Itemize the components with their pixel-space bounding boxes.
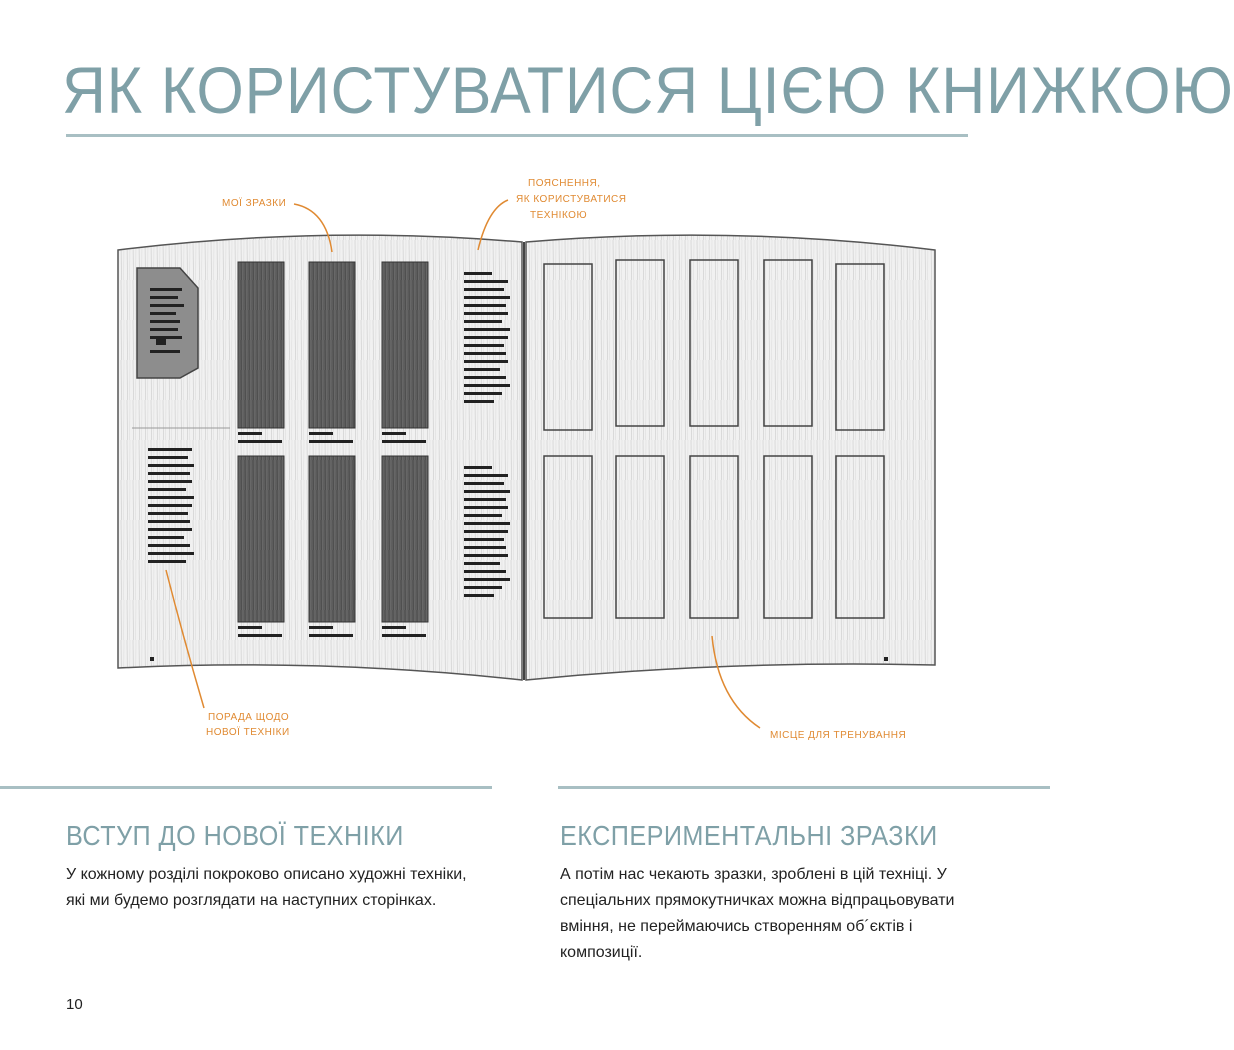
callout-explanation-1: ПОЯСНЕННЯ, (528, 178, 601, 189)
right-column-heading: ЕКСПЕРИМЕНТАЛЬНІ ЗРАЗКИ (560, 820, 938, 851)
page-title: ЯК КОРИСТУВАТИСЯ ЦІЄЮ КНИЖКОЮ (62, 53, 1234, 127)
left-section-rule (0, 786, 492, 789)
callout-practice: МІСЦЕ ДЛЯ ТРЕНУВАННЯ (770, 730, 907, 741)
right-section-rule (558, 786, 1050, 789)
callout-tip-2: НОВОЇ ТЕХНІКИ (206, 727, 290, 738)
callout-tip-1: ПОРАДА ЩОДО (208, 712, 290, 723)
left-column-body: У кожному розділі покроково описано художні техніки, які ми будемо розглядати на наступних сторінках. (66, 866, 467, 909)
left-column-heading: ВСТУП ДО НОВОЇ ТЕХНІКИ (66, 820, 404, 851)
title-underline (66, 134, 968, 137)
callout-explanation-2: ЯК КОРИСТУВАТИСЯ (516, 194, 627, 205)
page-number: 10 (66, 996, 83, 1013)
callout-my-samples: МОЇ ЗРАЗКИ (222, 198, 287, 209)
tip-text-block (148, 448, 194, 563)
right-page (526, 235, 935, 680)
right-column (560, 820, 980, 966)
right-column-body: А потім нас чекають зразки, зроблені в цій техніці. У спеціальних прямокутничках можна відпрацьовувати вміння, не переймаючись створенням об´єктів і композиції. (560, 866, 955, 961)
open-book-illustration (0, 160, 1050, 760)
callout-explanation-3: ТЕХНІКОЮ (530, 210, 588, 221)
left-column (66, 820, 486, 914)
